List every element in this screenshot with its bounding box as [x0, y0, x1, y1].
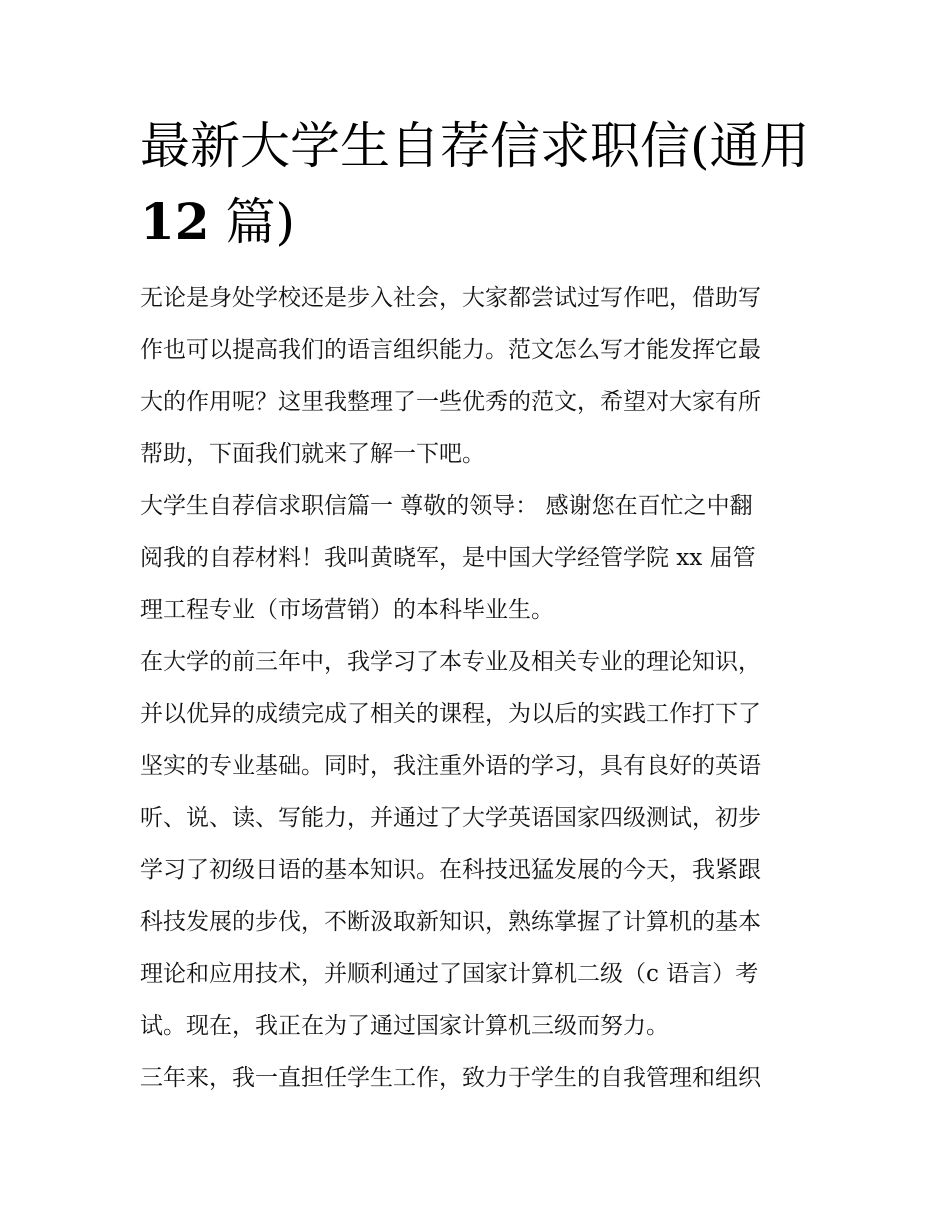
paragraph-line: 三年来，我一直担任学生工作，致力于学生的自我管理和组织: [140, 1065, 761, 1091]
title-count: 12: [140, 192, 210, 251]
paragraph-letter-opening: [140, 480, 815, 636]
paragraph-line: 科技发展的步伐，不断汲取新知识，熟练掌握了计算机的基本: [140, 909, 761, 935]
paragraph-line: 帮助，下面我们就来了解一下吧。: [140, 441, 485, 467]
paragraph-line: 无论是身处学校还是步入社会，大家都尝试过写作吧，借助写: [140, 285, 761, 311]
paragraph-line: 在大学的前三年中，我学习了本专业及相关专业的理论知识，: [140, 649, 761, 675]
document-body: [140, 108, 815, 1104]
document-title: [140, 108, 815, 260]
paragraph-line: 理工程专业（市场营销）的本科毕业生。: [140, 597, 554, 623]
paragraph-line: 并以优异的成绩完成了相关的课程，为以后的实践工作打下了: [140, 701, 761, 727]
paragraph-line: 试。现在，我正在为了通过国家计算机三级而努力。: [140, 1013, 669, 1039]
paragraph-line: 阅我的自荐材料！我叫黄晓军，是中国大学经管学院 xx 届管: [140, 545, 756, 571]
paragraph-study: [140, 636, 815, 1052]
title-line-1: 最新大学生自荐信求职信(通用: [140, 117, 810, 175]
paragraph-student-work: [140, 1052, 815, 1104]
paragraph-line: 坚实的专业基础。同时，我注重外语的学习，具有良好的英语: [140, 753, 761, 779]
paragraph-line: 听、说、读、写能力，并通过了大学英语国家四级测试，初步: [140, 805, 761, 831]
paragraph-line: 作也可以提高我们的语言组织能力。范文怎么写才能发挥它最: [140, 337, 761, 363]
paragraph-line: 大的作用呢？这里我整理了一些优秀的范文，希望对大家有所: [140, 389, 761, 415]
paragraph-intro: [140, 272, 815, 480]
paragraph-line: 理论和应用技术，并顺利通过了国家计算机二级（c 语言）考: [140, 961, 759, 987]
paragraph-line: 学习了初级日语的基本知识。在科技迅猛发展的今天，我紧跟: [140, 857, 761, 883]
title-suffix: 篇): [209, 193, 295, 251]
paragraph-line: 大学生自荐信求职信篇一 尊敬的领导： 感谢您在百忙之中翻: [140, 493, 753, 519]
title-line-2: [140, 184, 815, 260]
